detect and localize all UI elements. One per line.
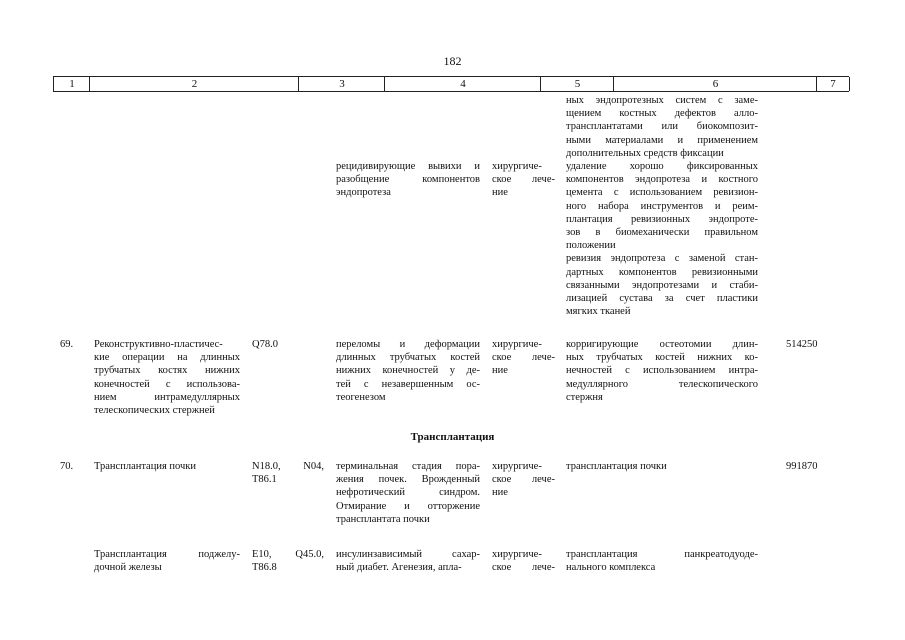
text-line: инсулинзависимый сахар- xyxy=(336,549,480,560)
text-line: эндопротеза xyxy=(336,187,391,199)
column-header-7: 7 xyxy=(816,77,850,91)
text-line: хирургиче- xyxy=(492,161,542,172)
text-line: хирургиче- xyxy=(492,339,542,350)
text-line: трубчатых костях нижних xyxy=(94,365,240,377)
text-line: 70. xyxy=(60,461,74,472)
text-line: E10, Q45.0, xyxy=(252,549,324,560)
text-line: ние xyxy=(492,365,508,377)
text-line: дартных компонентов ревизионными xyxy=(566,266,758,278)
row-70-cost xyxy=(786,460,836,473)
text-line: Трансплантация почки xyxy=(94,461,197,472)
text-line: связанными эндопротезами и стаби- xyxy=(566,279,758,291)
text-line: дополнительных средств фиксации xyxy=(566,147,724,159)
text-line: щением костных дефектов алло- xyxy=(566,108,758,120)
row-70-number xyxy=(60,460,88,473)
column-header-1: 1 xyxy=(53,77,90,91)
text-line: ный диабет. Агенезия, апла- xyxy=(336,562,462,574)
text-line: 991870 xyxy=(786,461,818,472)
text-line: Реконструктивно-пластичес- xyxy=(94,339,223,350)
text-line: плантация ревизионных эндопроте- xyxy=(566,213,758,225)
text-line: ного набора инструментов и реим- xyxy=(566,200,758,212)
text-line: лизацией сустава за счет пластики xyxy=(566,293,758,305)
text-line: медуллярного телескопического xyxy=(566,378,758,390)
text-line: трансплантата почки xyxy=(336,513,430,525)
text-line: телескопических стержней xyxy=(94,405,215,417)
section-title: Трансплантация xyxy=(410,431,495,443)
row-70-diagnosis xyxy=(336,460,480,526)
text-line: ское лече- xyxy=(492,562,555,574)
text-line: стержня xyxy=(566,391,603,403)
column-header-4: 4 xyxy=(384,77,541,91)
row-69-diagnosis xyxy=(336,338,480,404)
text-line: ревизия эндопротеза с заменой стан- xyxy=(566,253,758,265)
text-line: N18.0, N04, xyxy=(252,461,324,472)
column-header-6: 6 xyxy=(613,77,817,91)
text-line: нием интрамедуллярных xyxy=(94,391,240,403)
text-line: ных эндопротезных систем с заме- xyxy=(566,95,758,106)
row-70-name xyxy=(94,460,240,473)
continuation-col6-top xyxy=(566,94,758,160)
text-line: тей с незавершенным ос- xyxy=(336,378,480,390)
text-line: корригирующие остеотомии длин- xyxy=(566,339,758,350)
text-line: ское лече- xyxy=(492,474,555,486)
text-line: нечностей с использованием интра- xyxy=(566,365,758,377)
row-70b-method xyxy=(566,548,758,574)
text-line: ными материалами и применением xyxy=(566,134,758,146)
text-line: нефротический синдром. xyxy=(336,487,480,499)
text-line: жения почек. Врожденный xyxy=(336,474,480,486)
text-line: конечностей с использова- xyxy=(94,378,240,390)
text-line: ское лече- xyxy=(492,174,555,186)
row-69-name xyxy=(94,338,240,417)
text-line: хирургиче- xyxy=(492,549,542,560)
column-header-2: 2 xyxy=(89,77,299,91)
row-70b-codes xyxy=(252,548,324,574)
row-69-number xyxy=(60,338,88,351)
text-line: теогенезом xyxy=(336,391,386,403)
text-line: Q78.0 xyxy=(252,339,278,350)
page-number: 182 xyxy=(443,54,462,68)
text-line: удаление хорошо фиксированных xyxy=(566,161,758,172)
text-line: дочной железы xyxy=(94,562,162,574)
continuation-col6 xyxy=(566,160,758,318)
text-line: нижних конечностей у де- xyxy=(336,365,480,377)
text-line: нального комплекса xyxy=(566,562,656,574)
text-line: Отмирание и отторжение xyxy=(336,500,480,512)
text-line: цемента с использованием ревизион- xyxy=(566,187,758,199)
row-70-codes xyxy=(252,460,324,486)
text-line: T86.1 xyxy=(252,474,277,486)
row-69-method xyxy=(566,338,758,404)
row-69-codes xyxy=(252,338,327,351)
text-line: ние xyxy=(492,187,508,199)
text-line: длинных трубчатых костей xyxy=(336,352,480,364)
text-line: трансплантация почки xyxy=(566,461,667,472)
row-70b-treatment xyxy=(492,548,555,574)
text-line: переломы и деформации xyxy=(336,339,480,350)
text-line: разобщение компонентов xyxy=(336,174,480,186)
continuation-col4 xyxy=(336,160,480,200)
text-line: трансплантатами или биокомпозит- xyxy=(566,121,758,133)
text-line: Трансплантация поджелу- xyxy=(94,549,240,560)
text-line: хирургиче- xyxy=(492,461,542,472)
continuation-col5 xyxy=(492,160,555,200)
column-header-3: 3 xyxy=(298,77,385,91)
text-line: мягких тканей xyxy=(566,306,631,318)
column-header-5: 5 xyxy=(540,77,614,91)
text-line: ское лече- xyxy=(492,352,555,364)
text-line: положении xyxy=(566,240,616,252)
row-70-treatment xyxy=(492,460,555,500)
text-line: 514250 xyxy=(786,339,818,350)
text-line: ние xyxy=(492,487,508,499)
text-line: терминальная стадия пора- xyxy=(336,461,480,472)
row-70b-diagnosis xyxy=(336,548,480,574)
table-column-header-row xyxy=(53,76,849,92)
text-line: кие операции на длинных xyxy=(94,352,240,364)
text-line: 69. xyxy=(60,339,74,350)
text-line: трансплантация панкреатодуоде- xyxy=(566,549,758,560)
text-line: зов в биомеханически правильном xyxy=(566,227,758,239)
row-69-cost xyxy=(786,338,836,351)
row-70-method xyxy=(566,460,758,473)
row-69-treatment xyxy=(492,338,555,378)
text-line: компонентов эндопротеза и костного xyxy=(566,174,758,186)
text-line: ных трубчатых костей нижних ко- xyxy=(566,352,758,364)
text-line: рецидивирующие вывихи и xyxy=(336,161,480,172)
text-line: T86.8 xyxy=(252,562,277,574)
row-70b-name xyxy=(94,548,240,574)
